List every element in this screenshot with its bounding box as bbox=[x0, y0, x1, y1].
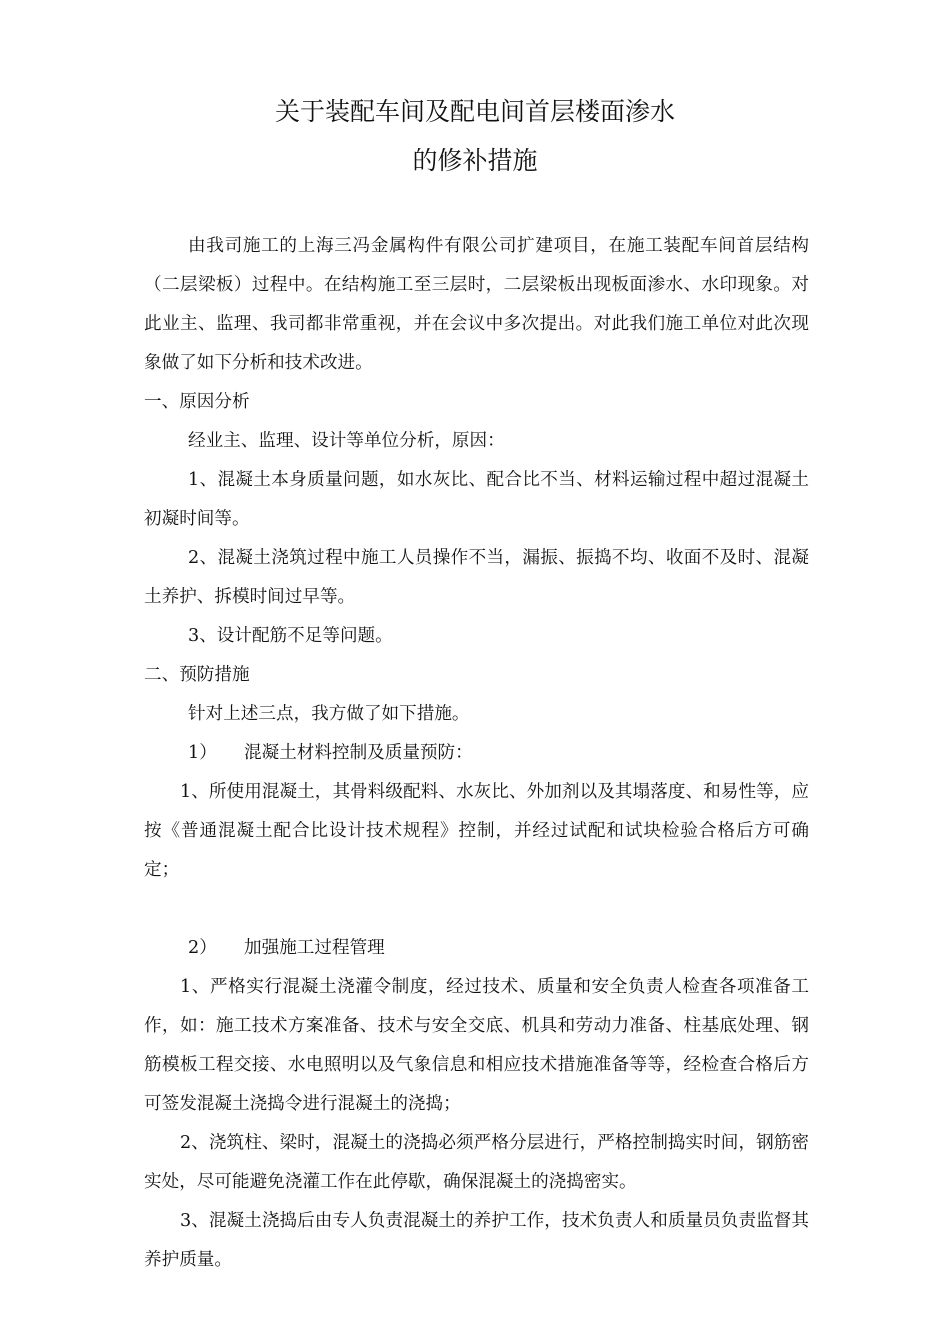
measure-item: 1、严格实行混凝土浇灌令制度，经过技术、质量和安全负责人检查各项准备工作，如：施工技术方案准备、技术与安全交底、机具和劳动力准备、柱基底处理、钢筋模板工程交接、水电照明以及气象信息和相应技术措施准备等等，经检查合格后方可签发混凝土浇捣令进行混凝土的浇捣； bbox=[144, 977, 809, 1114]
document-body bbox=[144, 227, 809, 1280]
cause-item: 2、混凝土浇筑过程中施工人员操作不当，漏振、振捣不均、收面不及时、混凝土养护、拆模时间过早等。 bbox=[144, 548, 809, 607]
measure-item: 3、混凝土浇捣后由专人负责混凝土的养护工作，技术负责人和质量员负责监督其养护质量。 bbox=[144, 1211, 809, 1270]
subsection-2-heading bbox=[144, 929, 809, 968]
subsection-2-label: 加强施工过程管理 bbox=[244, 938, 385, 958]
section-1-lead: 经业主、监理、设计等单位分析，原因： bbox=[188, 431, 505, 451]
measure-item: 2、浇筑柱、梁时，混凝土的浇捣必须严格分层进行，严格控制捣实时间，钢筋密实处，尽可能避免浇灌工作在此停歇，确保混凝土的浇捣密实。 bbox=[144, 1133, 809, 1192]
section-1-heading: 一、原因分析 bbox=[144, 392, 250, 412]
subsection-1-label: 混凝土材料控制及质量预防： bbox=[244, 743, 473, 763]
document-title-line-1: 关于装配车间及配电间首层楼面渗水 bbox=[274, 97, 675, 126]
section-2-lead: 针对上述三点，我方做了如下措施。 bbox=[188, 704, 470, 724]
subsection-2-number: 2） bbox=[188, 938, 217, 958]
paragraph-spacer bbox=[144, 890, 809, 929]
subsection-1-number: 1） bbox=[188, 743, 217, 763]
cause-item: 1、混凝土本身质量问题，如水灰比、配合比不当、材料运输过程中超过混凝土初凝时间等。 bbox=[144, 470, 809, 529]
document-title-line-2: 的修补措施 bbox=[412, 146, 538, 175]
intro-paragraph: 由我司施工的上海三冯金属构件有限公司扩建项目，在施工装配车间首层结构（二层梁板）过程中。在结构施工至三层时，二层梁板出现板面渗水、水印现象。对此业主、监理、我司都非常重视，并在会议中多次提出。对此我们施工单位对此次现象做了如下分析和技术改进。 bbox=[144, 236, 809, 373]
subsection-1-heading bbox=[144, 734, 809, 773]
cause-item: 3、设计配筋不足等问题。 bbox=[188, 626, 393, 646]
section-2-heading: 二、预防措施 bbox=[144, 665, 250, 685]
measure-item: 1、所使用混凝土，其骨料级配料、水灰比、外加剂以及其塌落度、和易性等，应按《普通混凝土配合比设计技术规程》控制，并经过试配和试块检验合格后方可确定； bbox=[144, 782, 809, 880]
